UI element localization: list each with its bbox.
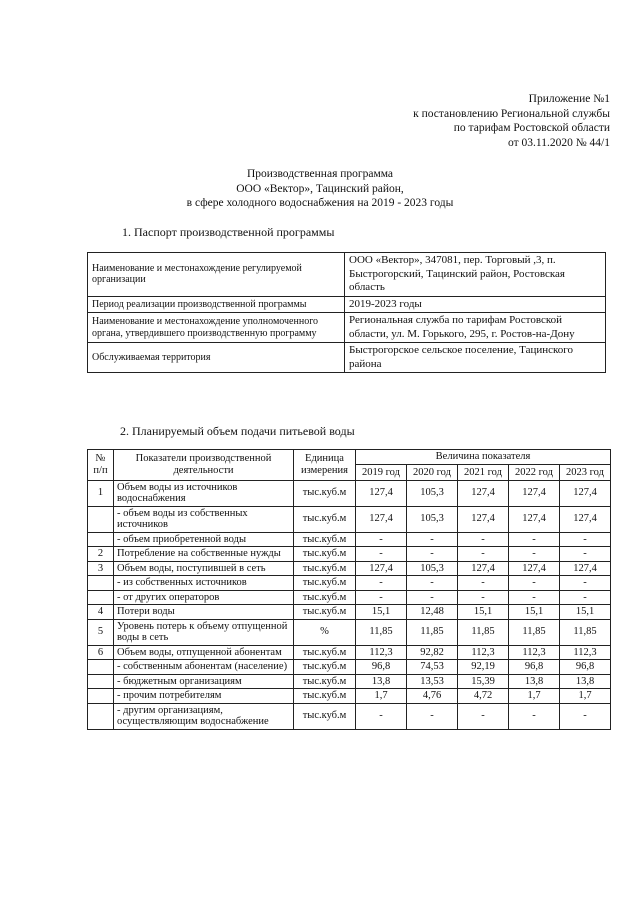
row-value: - bbox=[509, 532, 560, 547]
row-number bbox=[88, 506, 114, 532]
row-value: 92,82 bbox=[407, 645, 458, 660]
row-value: 127,4 bbox=[356, 480, 407, 506]
row-number: 3 bbox=[88, 561, 114, 576]
table-row bbox=[88, 689, 611, 704]
row-unit: тыс.куб.м bbox=[294, 660, 356, 675]
row-indicator: - собственным абонентам (население) bbox=[114, 660, 294, 675]
table-row bbox=[88, 506, 611, 532]
table-row bbox=[88, 605, 611, 620]
row-value: - bbox=[407, 703, 458, 729]
row-unit: тыс.куб.м bbox=[294, 645, 356, 660]
passport-key: Наименование и местонахождение регулируемой организации bbox=[88, 253, 345, 297]
row-value: - bbox=[407, 532, 458, 547]
row-value: 1,7 bbox=[560, 689, 611, 704]
passport-value: 2019-2023 годы bbox=[345, 296, 606, 313]
annex-block bbox=[413, 92, 610, 150]
table-row bbox=[88, 547, 611, 562]
header-year: 2022 год bbox=[509, 464, 560, 480]
row-value: 127,4 bbox=[509, 480, 560, 506]
row-value: - bbox=[458, 532, 509, 547]
row-indicator: - от других операторов bbox=[114, 590, 294, 605]
row-value: 15,1 bbox=[356, 605, 407, 620]
annex-line: к постановлению Региональной службы bbox=[413, 107, 610, 120]
row-value: 112,3 bbox=[356, 645, 407, 660]
row-value: - bbox=[356, 547, 407, 562]
annex-line: по тарифам Ростовской области bbox=[453, 122, 610, 134]
title-line: в сфере холодного водоснабжения на 2019 - 2023 годы bbox=[186, 197, 454, 209]
passport-row bbox=[88, 253, 606, 297]
passport-key: Обслуживаемая территория bbox=[88, 343, 345, 373]
header-year: 2023 год bbox=[560, 464, 611, 480]
row-value: - bbox=[356, 576, 407, 591]
row-value: 15,1 bbox=[560, 605, 611, 620]
row-value: 13,8 bbox=[560, 674, 611, 689]
title-line: ООО «Вектор», Тацинский район, bbox=[236, 182, 404, 195]
row-unit: тыс.куб.м bbox=[294, 480, 356, 506]
row-unit: тыс.куб.м bbox=[294, 547, 356, 562]
header-year: 2020 год bbox=[407, 464, 458, 480]
header-unit: Единица измерения bbox=[294, 450, 356, 481]
row-value: 127,4 bbox=[509, 506, 560, 532]
row-value: 92,19 bbox=[458, 660, 509, 675]
table-row bbox=[88, 480, 611, 506]
row-value: 11,85 bbox=[356, 619, 407, 645]
row-value: - bbox=[560, 703, 611, 729]
row-value: 96,8 bbox=[560, 660, 611, 675]
header-year: 2019 год bbox=[356, 464, 407, 480]
row-indicator: - объем приобретенной воды bbox=[114, 532, 294, 547]
row-value: - bbox=[356, 532, 407, 547]
passport-table bbox=[87, 252, 606, 373]
row-value: - bbox=[458, 590, 509, 605]
annex-line: от 03.11.2020 № 44/1 bbox=[508, 136, 610, 149]
row-number bbox=[88, 689, 114, 704]
table-row bbox=[88, 645, 611, 660]
row-value: 1,7 bbox=[356, 689, 407, 704]
row-value: - bbox=[407, 547, 458, 562]
table-row bbox=[88, 619, 611, 645]
row-value: 12,48 bbox=[407, 605, 458, 620]
row-number: 2 bbox=[88, 547, 114, 562]
section-1-heading: 1. Паспорт производственной программы bbox=[122, 225, 335, 239]
row-number bbox=[88, 703, 114, 729]
row-value: 13,53 bbox=[407, 674, 458, 689]
row-value: - bbox=[560, 576, 611, 591]
header-indicator: Показатели производственной деятельности bbox=[114, 450, 294, 481]
row-unit: тыс.куб.м bbox=[294, 703, 356, 729]
row-value: 15,1 bbox=[458, 605, 509, 620]
row-value: 127,4 bbox=[509, 561, 560, 576]
table-row bbox=[88, 590, 611, 605]
passport-row bbox=[88, 296, 606, 313]
table-row bbox=[88, 532, 611, 547]
header-num: № п/п bbox=[88, 450, 114, 481]
passport-value: Региональная служба по тарифам Ростовской области, ул. М. Горького, 295, г. Ростов-на-Дону bbox=[345, 313, 606, 343]
row-indicator: - другим организациям, осуществляющим водоснабжение bbox=[114, 703, 294, 729]
row-value: 96,8 bbox=[509, 660, 560, 675]
section-2-heading: 2. Планируемый объем подачи питьевой воды bbox=[120, 424, 355, 438]
row-value: 11,85 bbox=[509, 619, 560, 645]
row-value: 13,8 bbox=[509, 674, 560, 689]
table-row bbox=[88, 660, 611, 675]
row-number: 4 bbox=[88, 605, 114, 620]
row-value: 112,3 bbox=[509, 645, 560, 660]
row-unit: тыс.куб.м bbox=[294, 674, 356, 689]
row-number: 5 bbox=[88, 619, 114, 645]
row-unit: тыс.куб.м bbox=[294, 689, 356, 704]
row-number bbox=[88, 576, 114, 591]
row-value: 96,8 bbox=[356, 660, 407, 675]
title-line: Производственная программа bbox=[246, 168, 394, 180]
row-value: 105,3 bbox=[407, 480, 458, 506]
row-indicator: Объем воды из источников водоснабжения bbox=[114, 480, 294, 506]
row-value: 15,39 bbox=[458, 674, 509, 689]
table-row bbox=[88, 703, 611, 729]
row-value: 13,8 bbox=[356, 674, 407, 689]
row-number bbox=[88, 590, 114, 605]
row-value: - bbox=[560, 590, 611, 605]
row-unit: % bbox=[294, 619, 356, 645]
passport-value: Быстрогорское сельское поселение, Тацинского района bbox=[345, 343, 606, 373]
row-value: - bbox=[509, 590, 560, 605]
row-value: - bbox=[509, 703, 560, 729]
row-value: 112,3 bbox=[458, 645, 509, 660]
row-value: 1,7 bbox=[509, 689, 560, 704]
row-value: - bbox=[560, 547, 611, 562]
row-number: 1 bbox=[88, 480, 114, 506]
row-value: - bbox=[407, 576, 458, 591]
row-value: 127,4 bbox=[458, 480, 509, 506]
row-unit: тыс.куб.м bbox=[294, 590, 356, 605]
row-value: 127,4 bbox=[458, 506, 509, 532]
row-number: 6 bbox=[88, 645, 114, 660]
header-year: 2021 год bbox=[458, 464, 509, 480]
row-value: 11,85 bbox=[458, 619, 509, 645]
row-value: - bbox=[458, 576, 509, 591]
header-value: Величина показателя bbox=[356, 450, 611, 465]
row-number bbox=[88, 532, 114, 547]
row-indicator: Объем воды, отпущенной абонентам bbox=[114, 645, 294, 660]
row-value: 105,3 bbox=[407, 506, 458, 532]
row-value: 127,4 bbox=[560, 480, 611, 506]
row-indicator: Потери воды bbox=[114, 605, 294, 620]
row-indicator: - из собственных источников bbox=[114, 576, 294, 591]
row-unit: тыс.куб.м bbox=[294, 561, 356, 576]
row-value: - bbox=[458, 547, 509, 562]
row-value: 127,4 bbox=[356, 561, 407, 576]
passport-row bbox=[88, 343, 606, 373]
row-value: - bbox=[560, 532, 611, 547]
passport-key: Период реализации производственной программы bbox=[88, 296, 345, 313]
row-value: 127,4 bbox=[560, 506, 611, 532]
row-indicator: Объем воды, поступившей в сеть bbox=[114, 561, 294, 576]
row-unit: тыс.куб.м bbox=[294, 605, 356, 620]
row-indicator: Уровень потерь к объему отпущенной воды в сеть bbox=[114, 619, 294, 645]
row-value: 11,85 bbox=[407, 619, 458, 645]
row-value: 74,53 bbox=[407, 660, 458, 675]
passport-row bbox=[88, 313, 606, 343]
row-indicator: - объем воды из собственных источников bbox=[114, 506, 294, 532]
row-value: - bbox=[509, 576, 560, 591]
row-unit: тыс.куб.м bbox=[294, 532, 356, 547]
row-value: 4,72 bbox=[458, 689, 509, 704]
row-indicator: Потребление на собственные нужды bbox=[114, 547, 294, 562]
row-value: 127,4 bbox=[560, 561, 611, 576]
row-indicator: - прочим потребителям bbox=[114, 689, 294, 704]
row-unit: тыс.куб.м bbox=[294, 506, 356, 532]
row-value: - bbox=[407, 590, 458, 605]
table-row bbox=[88, 561, 611, 576]
row-value: - bbox=[458, 703, 509, 729]
row-number bbox=[88, 660, 114, 675]
table-row bbox=[88, 674, 611, 689]
table-row bbox=[88, 576, 611, 591]
row-value: - bbox=[509, 547, 560, 562]
row-indicator: - бюджетным организациям bbox=[114, 674, 294, 689]
row-value: 11,85 bbox=[560, 619, 611, 645]
row-value: - bbox=[356, 703, 407, 729]
passport-value: ООО «Вектор», 347081, пер. Торговый ,3, п. Быстрогорский, Тацинский район, Ростовская область bbox=[345, 253, 606, 297]
row-value: 4,76 bbox=[407, 689, 458, 704]
row-value: 127,4 bbox=[458, 561, 509, 576]
row-value: 105,3 bbox=[407, 561, 458, 576]
passport-key: Наименование и местонахождение уполномоченного органа, утвердившего производственную программу bbox=[88, 313, 345, 343]
row-number bbox=[88, 674, 114, 689]
document-title bbox=[0, 167, 640, 211]
row-value: - bbox=[356, 590, 407, 605]
annex-line: Приложение №1 bbox=[528, 93, 610, 105]
water-volume-table bbox=[87, 449, 611, 730]
row-value: 112,3 bbox=[560, 645, 611, 660]
row-value: 127,4 bbox=[356, 506, 407, 532]
row-value: 15,1 bbox=[509, 605, 560, 620]
row-unit: тыс.куб.м bbox=[294, 576, 356, 591]
